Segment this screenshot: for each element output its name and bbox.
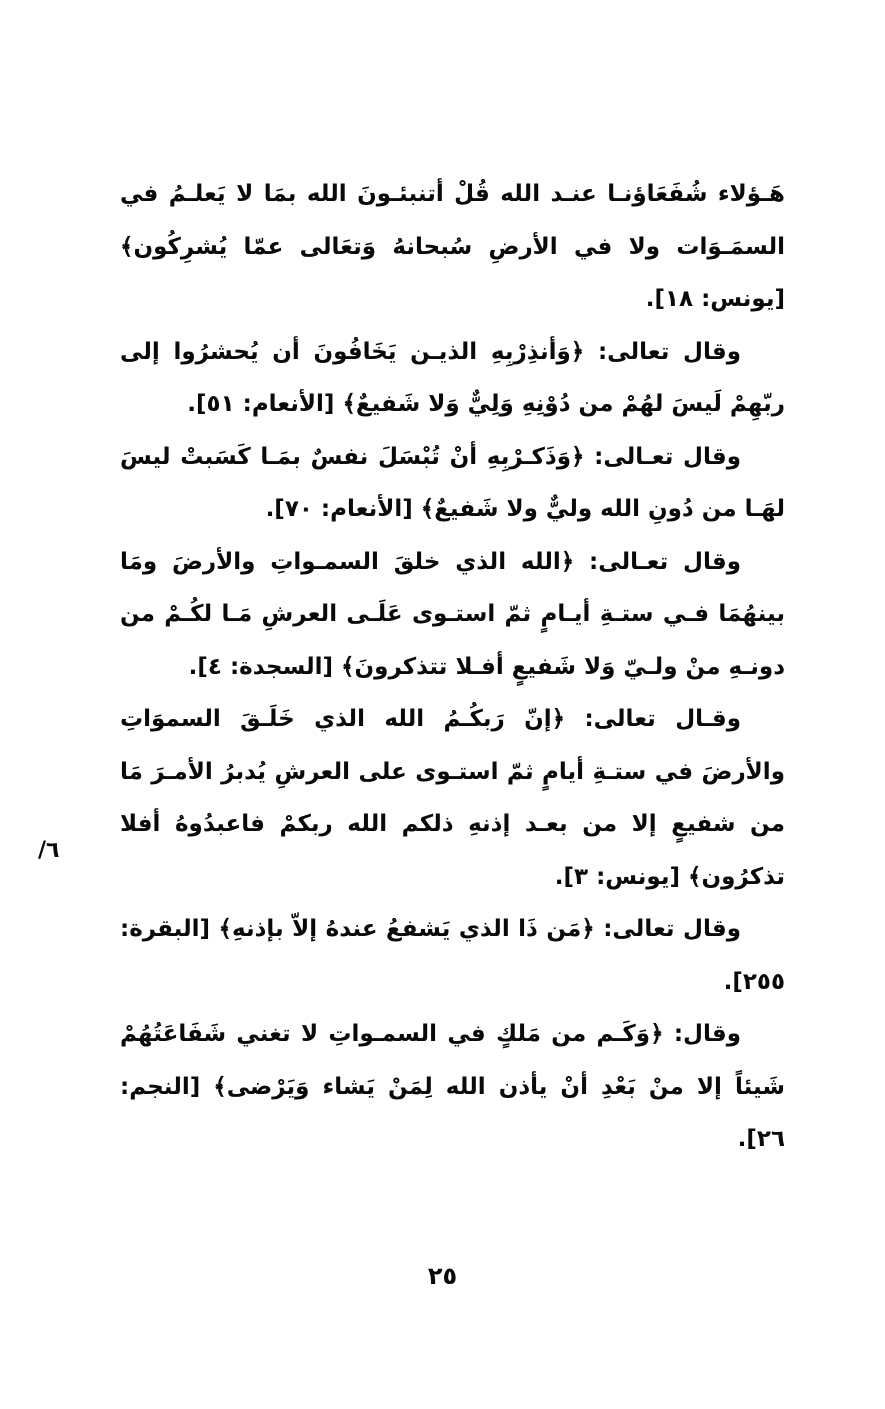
page-number: ٢٥ bbox=[427, 1262, 458, 1290]
paragraph-1: هَـؤلاء شُفَعَاؤنـا عنـد الله قُلْ أتنبئـونَ الله بمَا لا يَعلـمُ في السمَـوَات ولا في الأرضِ سُبحانهُ وَتعَالى عمّا يُشرِكُون﴾ [يونس: ١٨]. bbox=[120, 181, 785, 312]
paragraph-7: وقال: ﴿وَكَـم من مَلكٍ في السمـواتِ لا تغني شَفَاعَتُهُمْ شَيئاً إلا منْ بَعْدِ أنْ يأذن الله لِمَنْ يَشاء وَيَرْضى﴾ [النجم: ٢٦]. bbox=[120, 1021, 785, 1152]
main-text-block bbox=[120, 168, 785, 1166]
paragraph-2: وقال تعالى: ﴿وَأنذِرْبِهِ الذيـن يَخَافُونَ أن يُحشرُوا إلى ربّهِمْ لَيسَ لهُمْ من دُوْنِهِ وَلِيٌّ وَلا شَفيعٌ﴾ [الأنعام: ٥١]. bbox=[120, 338, 785, 417]
paragraph-5: وقـال تعالى: ﴿إنّ رَبكُـمُ الله الذي خَلَـقَ السموَاتِ والأرضَ في ستـةِ أيامٍ ثمّ استـوى على العرشِ يُدبرُ الأمـرَ مَا من شفيعٍ إلا من بعـد إذنهِ ذلكم الله ربكمْ فاعبدُوهُ أفلا تذكرُون﴾ [يونس: ٣]. bbox=[120, 706, 785, 890]
paragraph-3: وقال تعـالى: ﴿وَذَكـرْبِهِ أنْ تُبْسَلَ نفسٌ بمَـا كَسَبتْ ليسَ لهَـا من دُونِ الله وليٌّ ولا شَفيعٌ﴾ [الأنعام: ٧٠]. bbox=[120, 443, 785, 522]
paragraph-4: وقال تعـالى: ﴿الله الذي خلقَ السمـواتِ والأرضَ ومَا بينهُمَا فـي ستـةِ أيـامٍ ثمّ استـوى عَلَـى العرشِ مَـا لكُـمْ من دونـهِ منْ ولـيّ وَلا شَفيعٍ أفـلا تتذكرونَ﴾ [السجدة: ٤]. bbox=[120, 548, 785, 680]
margin-note: ٦/ bbox=[38, 838, 60, 863]
paragraph-6: وقال تعالى: ﴿مَن ذَا الذي يَشفعُ عندهُ إلاّ بإذنهِ﴾ [البقرة: ٢٥٥]. bbox=[120, 916, 785, 995]
